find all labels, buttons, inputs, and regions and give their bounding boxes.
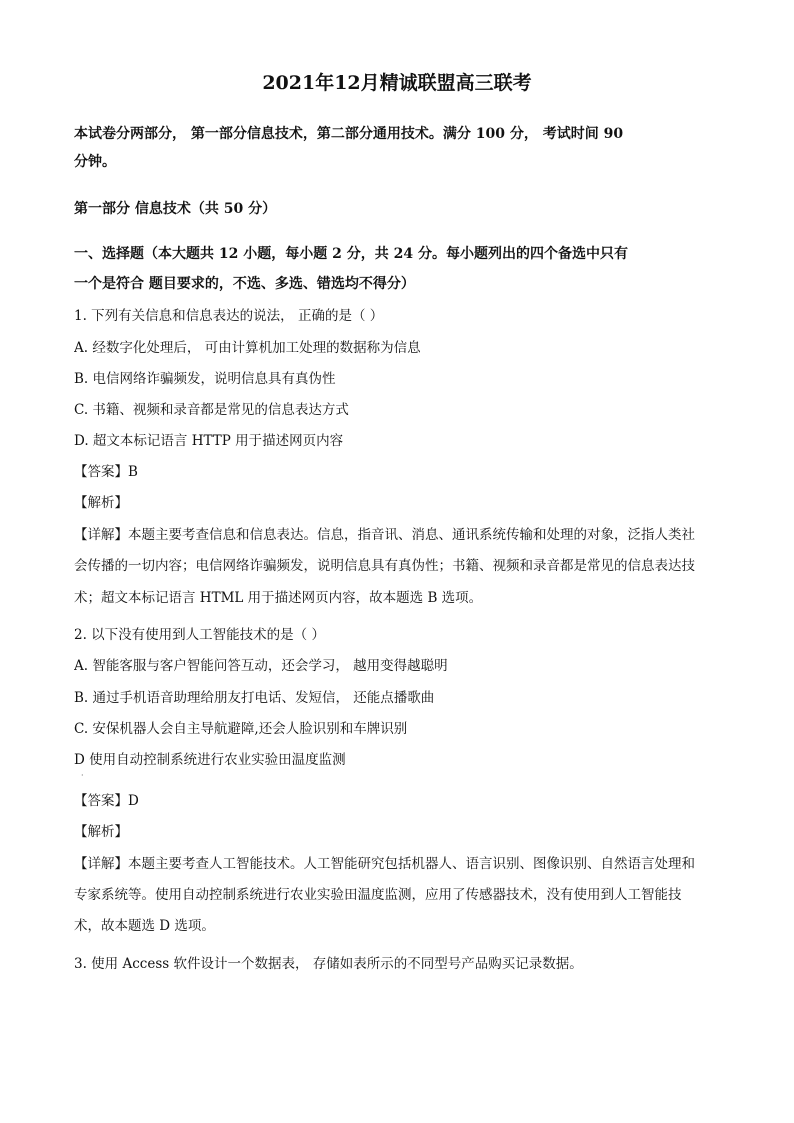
q1-detail-line-1: 【详解】本题主要考查信息和信息表达。信息，指音讯、消息、通讯系统传输和处理的对象，泛指人类社 — [74, 527, 695, 543]
q2-detail-line-2: 专家系统等。使用自动控制系统进行农业实验田温度监测，应用了传感器技术，没有使用到人工智能技 — [74, 887, 682, 903]
page-title: 2021年12月精诚联盟高三联考 — [262, 72, 532, 94]
intro-line-1: 本试卷分两部分， 第一部分信息技术，第二部分通用技术。满分 100 分， 考试时间 90 — [74, 126, 624, 142]
q2-option-c: C. 安保机器人会自主导航避障,还会人脸识别和车牌识别 — [74, 721, 408, 737]
q2-answer: 【答案】D — [74, 793, 139, 809]
intro-line-2: 分钟。 — [74, 154, 116, 170]
section1-line-2: 一个是符合 题目要求的，不选、多选、错选均不得分） — [74, 276, 415, 292]
q2-option-d: D 使用自动控制系统进行农业实验田温度监测 — [74, 752, 346, 768]
stray-mark: · — [81, 771, 84, 780]
q2-analysis-label: 【解析】 — [74, 824, 128, 840]
q1-option-c: C. 书籍、视频和录音都是常见的信息表达方式 — [74, 402, 349, 418]
q1-stem: 1. 下列有关信息和信息表达的说法， 正确的是（ ） — [74, 308, 384, 324]
q2-detail-line-1: 【详解】本题主要考查人工智能技术。人工智能研究包括机器人、语言识别、图像识别、自然语言处理和 — [74, 856, 695, 872]
q1-option-d: D. 超文本标记语言 HTTP 用于描述网页内容 — [74, 433, 344, 449]
q1-detail-line-2: 会传播的一切内容；电信网络诈骗频发，说明信息具有真伪性；书籍、视频和录音都是常见的信息表达技 — [74, 558, 695, 574]
q1-option-b: B. 电信网络诈骗频发，说明信息具有真伪性 — [74, 371, 336, 387]
q2-detail-line-3: 术，故本题选 D 选项。 — [74, 918, 215, 934]
q3-stem: 3. 使用 Access 软件设计一个数据表， 存储如表所示的不同型号产品购买记录数据。 — [74, 956, 583, 972]
q2-option-b: B. 通过手机语音助理给朋友打电话、发短信， 还能点播歌曲 — [74, 690, 435, 706]
section1-line-1: 一、选择题（本大题共 12 小题，每小题 2 分，共 24 分。每小题列出的四个备选中只有 — [74, 246, 628, 262]
q1-answer: 【答案】B — [74, 464, 138, 480]
q2-stem: 2. 以下没有使用到人工智能技术的是（ ） — [74, 627, 325, 643]
q2-option-a: A. 智能客服与客户智能问答互动，还会学习， 越用变得越聪明 — [74, 658, 448, 674]
part1-heading: 第一部分 信息技术（共 50 分） — [74, 201, 277, 217]
q1-detail-line-3: 术；超文本标记语言 HTML 用于描述网页内容，故本题选 B 选项。 — [74, 590, 483, 606]
q1-option-a: A. 经数字化处理后， 可由计算机加工处理的数据称为信息 — [74, 340, 421, 356]
q1-analysis-label: 【解析】 — [74, 495, 128, 511]
